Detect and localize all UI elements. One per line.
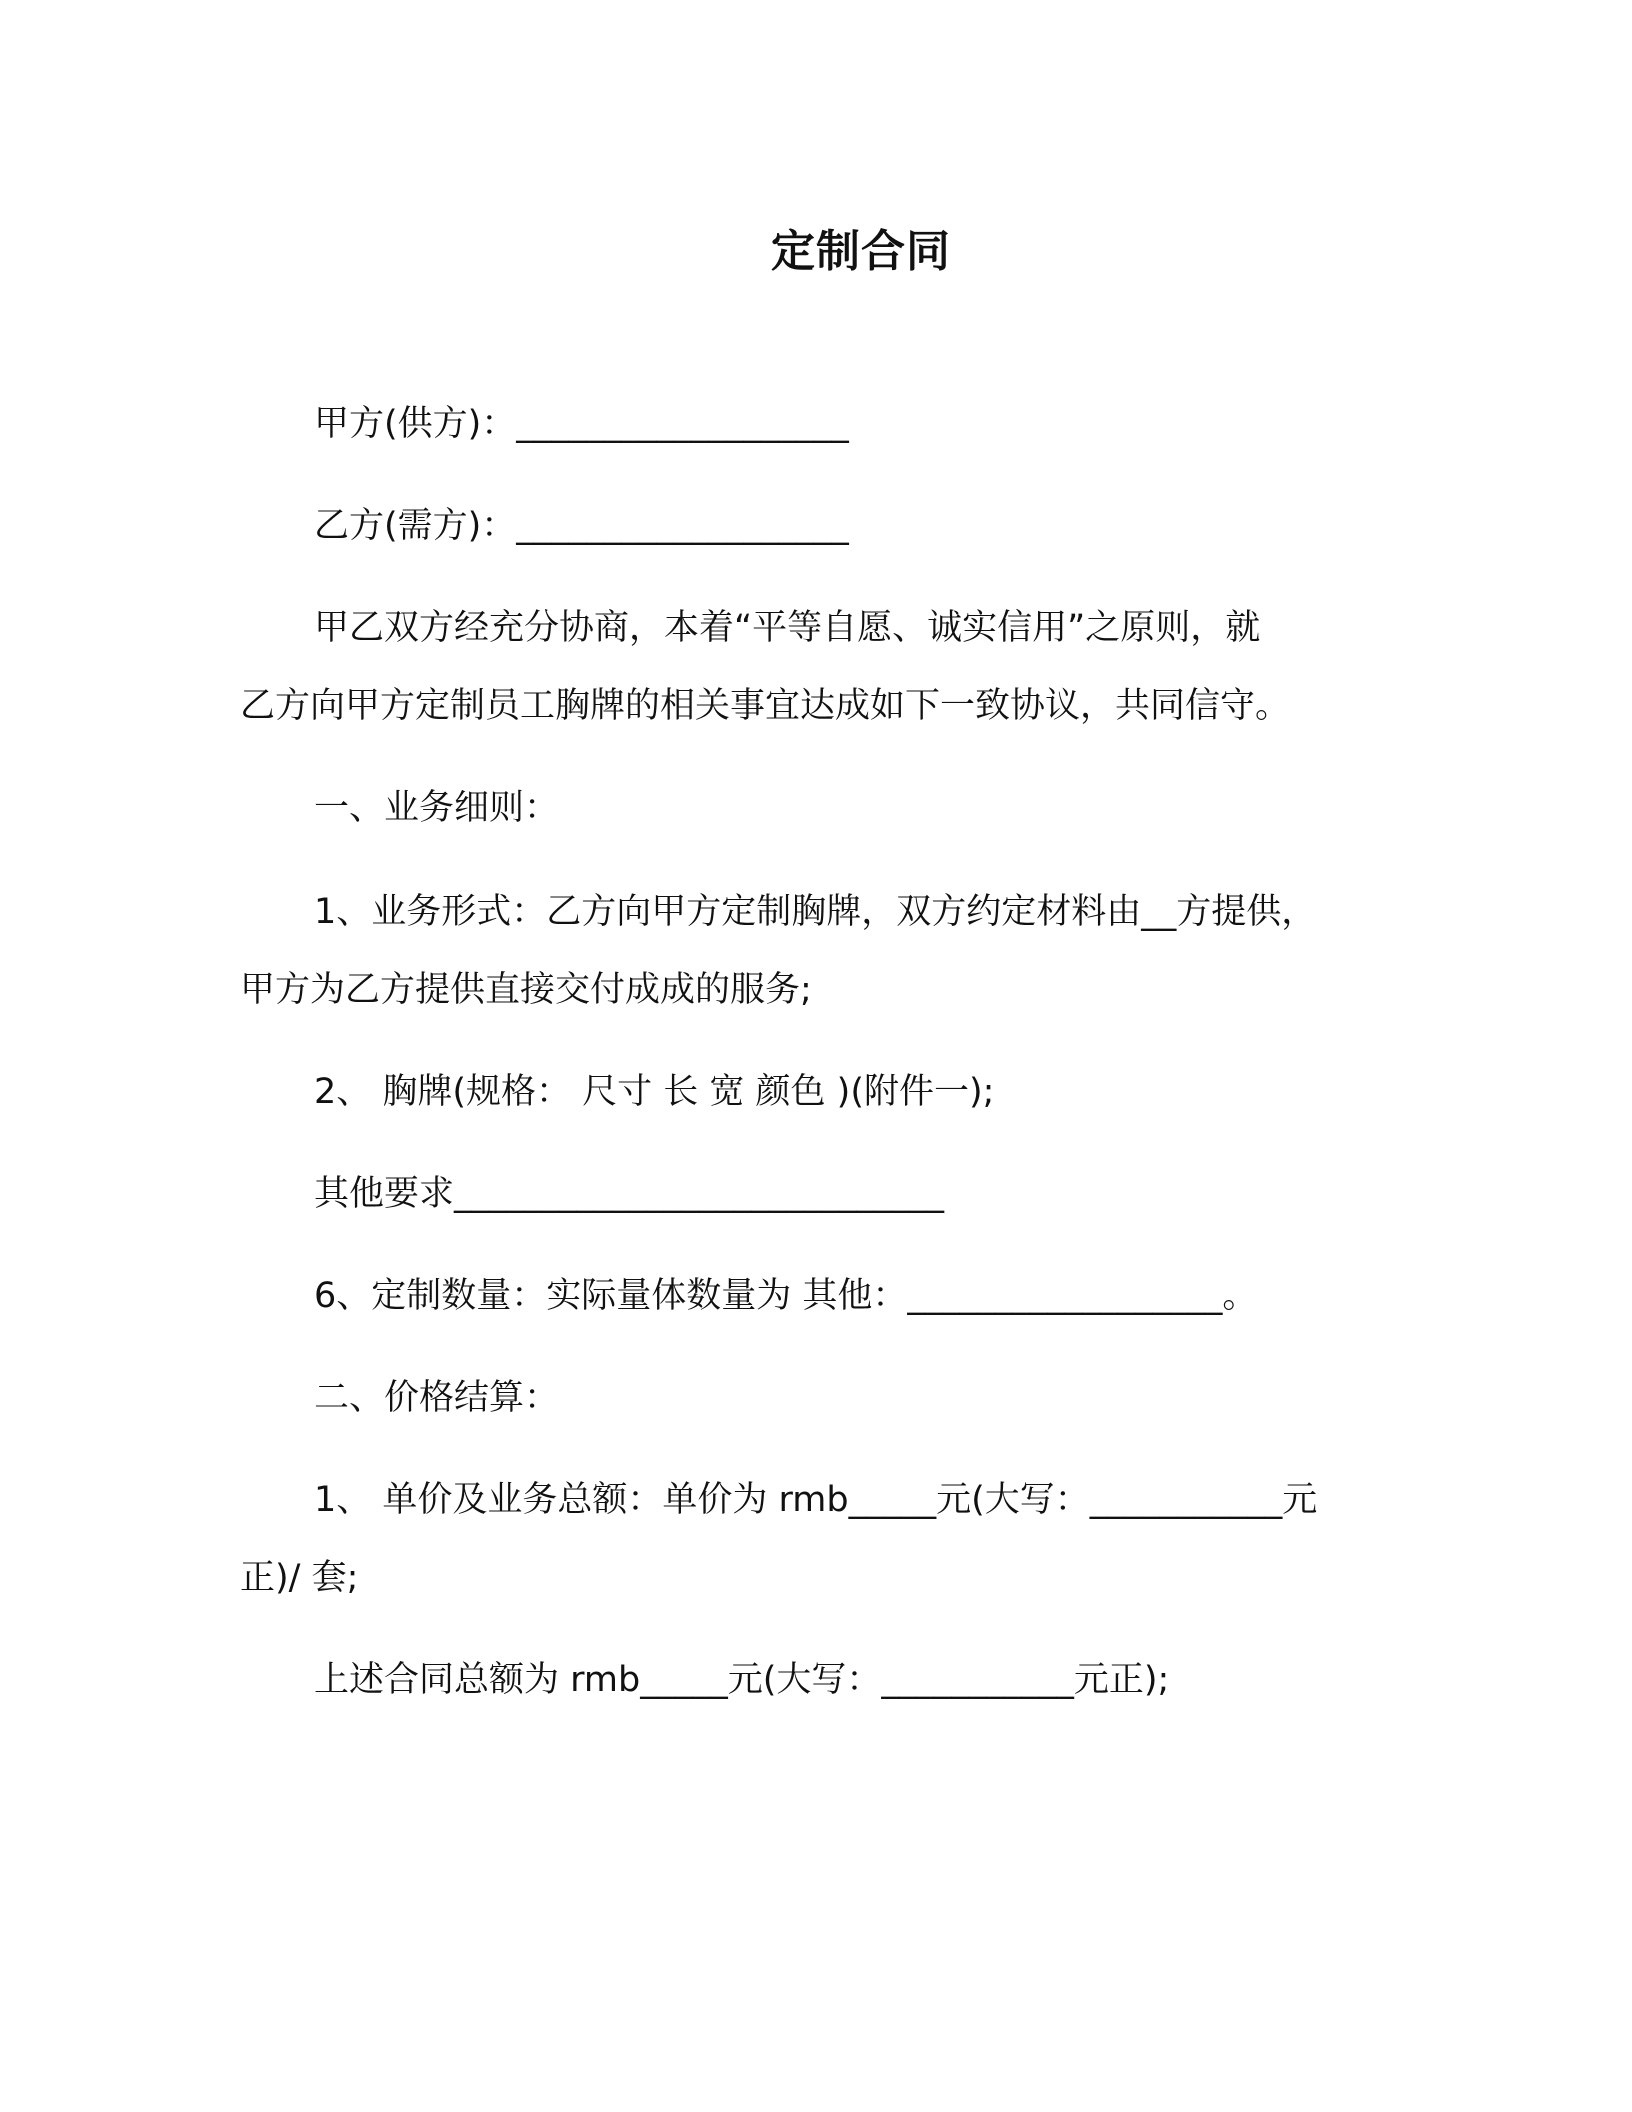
clause-2-line: 2、 胸牌(规格： 尺寸 长 宽 颜色 )(附件一); bbox=[314, 1072, 995, 1112]
preamble-line-2: 乙方向甲方定制员工胸牌的相关事宜达成如下一致协议，共同信守。 bbox=[240, 686, 1291, 726]
contract-total-line: 上述合同总额为 rmb_____元(大写：___________元正); bbox=[314, 1660, 1170, 1700]
party-a-line: 甲方(供方)：___________________ bbox=[314, 404, 849, 444]
clause-1-line-1: 1、业务形式：乙方向甲方定制胸牌，双方约定材料由__方提供， bbox=[314, 892, 1317, 932]
other-requirements-line: 其他要求____________________________ bbox=[314, 1174, 945, 1214]
section-2-heading: 二、价格结算： bbox=[314, 1378, 560, 1418]
clause-1-line-2: 甲方为乙方提供直接交付成成的服务; bbox=[240, 970, 812, 1010]
clause-6-line: 6、定制数量：实际量体数量为 其他：__________________。 bbox=[314, 1276, 1258, 1316]
preamble-line-1: 甲乙双方经充分协商，本着“平等自愿、诚实信用”之原则，就 bbox=[314, 608, 1261, 648]
section-1-heading: 一、业务细则： bbox=[314, 788, 560, 828]
document-title: 定制合同 bbox=[771, 226, 951, 277]
price-clause-line-1: 1、 单价及业务总额：单价为 rmb_____元(大写：___________元 bbox=[314, 1480, 1318, 1520]
price-clause-line-2: 正)/ 套; bbox=[240, 1558, 359, 1598]
party-b-line: 乙方(需方)：___________________ bbox=[314, 506, 849, 546]
